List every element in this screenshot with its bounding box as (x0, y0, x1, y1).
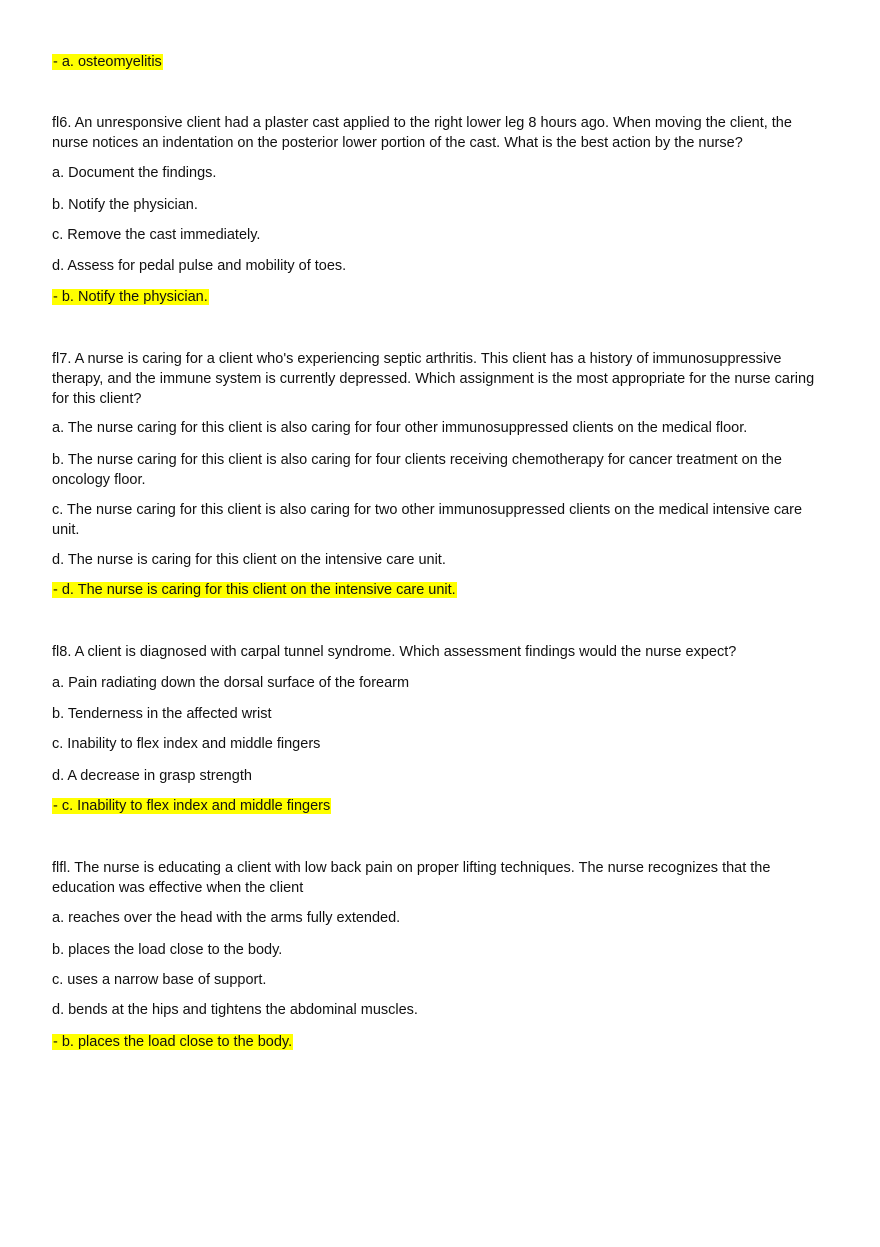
option-c: c. Remove the cast immediately. (52, 227, 261, 243)
option-d: d. Assess for pedal pulse and mobility of toes. (52, 258, 347, 274)
option-a: a. Document the findings. (52, 165, 217, 181)
question-stem: flfl. The nurse is educating a client with low back pain on proper lifting techniques. The nurse recognizes that the education was effective when the client (52, 860, 771, 896)
option-a: a. Pain radiating down the dorsal surface of the forearm (52, 675, 410, 691)
option-b: b. Tenderness in the affected wrist (52, 706, 272, 722)
answer-highlight: - c. Inability to flex index and middle fingers (53, 798, 331, 814)
answer-highlight: - a. osteomyelitis (53, 54, 162, 70)
answer-line (52, 796, 832, 816)
answer-highlight: - b. Notify the physician. (53, 289, 208, 305)
answer-line (52, 287, 832, 307)
option-a: a. reaches over the head with the arms fully extended. (52, 910, 401, 926)
option-d: d. A decrease in grasp strength (52, 768, 252, 784)
answer-highlight: - b. places the load close to the body. (53, 1034, 293, 1050)
option-c: c. uses a narrow base of support. (52, 972, 267, 988)
option-a: a. The nurse caring for this client is also caring for four other immunosuppressed clients on the medical floor. (52, 420, 748, 436)
answer-line (52, 580, 832, 600)
option-b: b. Notify the physician. (52, 197, 198, 213)
answer-highlight: - d. The nurse is caring for this client on the intensive care unit. (53, 582, 456, 598)
option-d: d. The nurse is caring for this client on the intensive care unit. (52, 552, 446, 568)
option-c: c. Inability to flex index and middle fingers (52, 736, 321, 752)
option-d: d. bends at the hips and tightens the abdominal muscles. (52, 1002, 418, 1018)
answer-line (52, 52, 832, 72)
question-stem: fl6. An unresponsive client had a plaster cast applied to the right lower leg 8 hours ago. When moving the client, the nurse notices an indentation on the posterior lower portion of the cast. What is the best action by the nurse? (52, 115, 792, 151)
question-stem: fl7. A nurse is caring for a client who's experiencing septic arthritis. This client has a history of immunosuppressive therapy, and the immune system is currently depressed. Which assignment is the most appropriate for the nurse caring for this client? (52, 351, 815, 407)
option-c: c. The nurse caring for this client is also caring for two other immunosuppressed clients on the medical intensive care unit. (52, 502, 803, 538)
option-b: b. places the load close to the body. (52, 942, 283, 958)
answer-line (52, 1032, 832, 1052)
option-b: b. The nurse caring for this client is also caring for four clients receiving chemotherapy for cancer treatment on the oncology floor. (52, 452, 782, 488)
question-stem: fl8. A client is diagnosed with carpal tunnel syndrome. Which assessment findings would the nurse expect? (52, 644, 737, 660)
